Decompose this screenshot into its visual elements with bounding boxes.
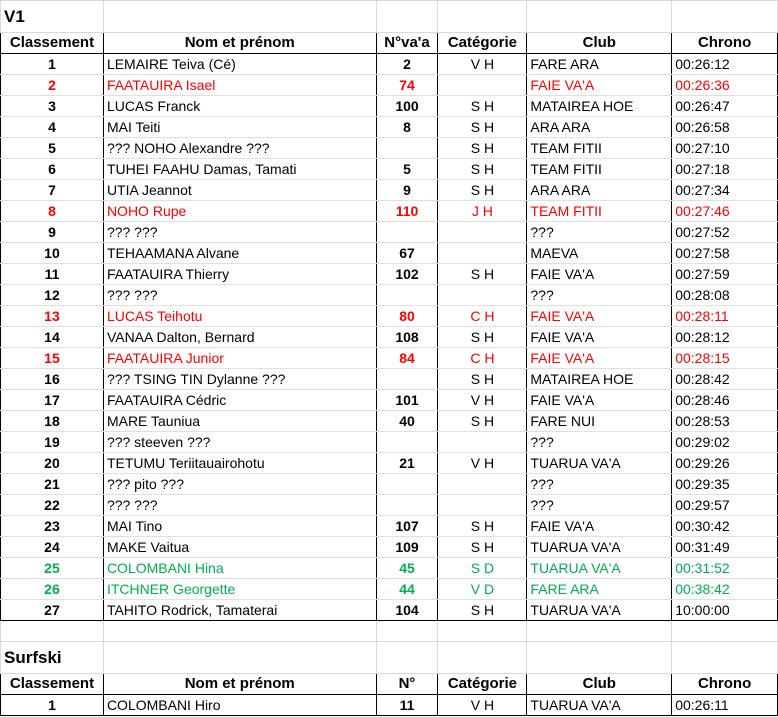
chrono-cell[interactable]: 00:31:49: [672, 537, 778, 558]
rank-cell[interactable]: 15: [1, 348, 104, 369]
chrono-cell[interactable]: 00:28:42: [672, 369, 778, 390]
col-chrono-header[interactable]: Chrono: [672, 674, 778, 695]
name-cell[interactable]: FAATAUIRA Isael: [103, 75, 376, 96]
table-row: [1, 285, 778, 306]
name-cell[interactable]: TETUMU Teriitauairohotu: [103, 453, 376, 474]
number-cell[interactable]: 108: [376, 327, 438, 348]
rank-cell[interactable]: 16: [1, 369, 104, 390]
category-cell[interactable]: S D: [438, 558, 527, 579]
club-cell[interactable]: FAIE VA'A: [527, 75, 672, 96]
name-cell[interactable]: NOHO Rupe: [103, 201, 376, 222]
category-cell[interactable]: S H: [438, 117, 527, 138]
club-cell[interactable]: FARE ARA: [527, 579, 672, 600]
col-nom-header[interactable]: Nom et prénom: [103, 33, 376, 54]
name-cell[interactable]: FAATAUIRA Junior: [103, 348, 376, 369]
table-row: [1, 96, 778, 117]
chrono-cell[interactable]: 00:26:12: [672, 54, 778, 75]
category-cell[interactable]: V H: [438, 54, 527, 75]
number-cell[interactable]: [376, 495, 438, 516]
empty-cell[interactable]: [438, 1, 527, 33]
rank-cell[interactable]: 18: [1, 411, 104, 432]
name-cell[interactable]: FAATAUIRA Cédric: [103, 390, 376, 411]
name-cell[interactable]: UTIA Jeannot: [103, 180, 376, 201]
section-title[interactable]: V1: [1, 1, 104, 33]
chrono-cell[interactable]: 00:29:02: [672, 432, 778, 453]
category-cell[interactable]: V D: [438, 579, 527, 600]
name-cell[interactable]: MAI Tino: [103, 516, 376, 537]
section-title-row: [1, 1, 778, 33]
club-cell[interactable]: MATAIREA HOE: [527, 96, 672, 117]
empty-cell[interactable]: [1, 621, 104, 642]
category-cell[interactable]: [438, 222, 527, 243]
name-cell[interactable]: TEHAAMANA Alvane: [103, 243, 376, 264]
number-cell[interactable]: 44: [376, 579, 438, 600]
empty-cell[interactable]: [376, 642, 438, 674]
table-row: [1, 600, 778, 621]
table-row: [1, 474, 778, 495]
category-cell[interactable]: S H: [438, 537, 527, 558]
name-cell[interactable]: LEMAIRE Teiva (Cé): [103, 54, 376, 75]
empty-cell[interactable]: [527, 642, 672, 674]
number-cell[interactable]: 100: [376, 96, 438, 117]
table-row: [1, 411, 778, 432]
chrono-cell[interactable]: 00:38:42: [672, 579, 778, 600]
category-cell[interactable]: S H: [438, 369, 527, 390]
name-cell[interactable]: VANAA Dalton, Bernard: [103, 327, 376, 348]
section-title[interactable]: Surfski: [1, 642, 104, 674]
club-cell[interactable]: TEAM FITII: [527, 138, 672, 159]
category-cell[interactable]: S H: [438, 180, 527, 201]
blank-row: [1, 621, 778, 642]
chrono-cell[interactable]: 00:27:10: [672, 138, 778, 159]
name-cell[interactable]: ??? NOHO Alexandre ???: [103, 138, 376, 159]
name-cell[interactable]: ??? steeven ???: [103, 432, 376, 453]
rank-cell[interactable]: 22: [1, 495, 104, 516]
number-cell[interactable]: [376, 474, 438, 495]
club-cell[interactable]: FAIE VA'A: [527, 327, 672, 348]
col-nom-header[interactable]: Nom et prénom: [103, 674, 376, 695]
category-cell[interactable]: S H: [438, 159, 527, 180]
table-row: [1, 558, 778, 579]
category-cell[interactable]: V H: [438, 390, 527, 411]
number-cell[interactable]: 84: [376, 348, 438, 369]
name-cell[interactable]: MAI Teiti: [103, 117, 376, 138]
category-cell[interactable]: J H: [438, 201, 527, 222]
club-cell[interactable]: TUARUA VA'A: [527, 600, 672, 621]
club-cell[interactable]: TUARUA VA'A: [527, 453, 672, 474]
table-row: [1, 327, 778, 348]
col-classement-header[interactable]: Classement: [1, 674, 104, 695]
number-cell[interactable]: 110: [376, 201, 438, 222]
table-row: [1, 243, 778, 264]
club-cell[interactable]: MAEVA: [527, 243, 672, 264]
empty-cell[interactable]: [438, 621, 527, 642]
category-cell[interactable]: [438, 75, 527, 96]
rank-cell[interactable]: 2: [1, 75, 104, 96]
rank-cell[interactable]: 8: [1, 201, 104, 222]
number-cell[interactable]: 107: [376, 516, 438, 537]
name-cell[interactable]: MARE Tauniua: [103, 411, 376, 432]
rank-cell[interactable]: 19: [1, 432, 104, 453]
empty-cell[interactable]: [672, 621, 778, 642]
col-numero-header[interactable]: N°: [376, 674, 438, 695]
section-title-row: [1, 642, 778, 674]
name-cell[interactable]: LUCAS Teihotu: [103, 306, 376, 327]
col-categorie-header[interactable]: Catégorie: [438, 33, 527, 54]
chrono-cell[interactable]: 00:27:46: [672, 201, 778, 222]
category-cell[interactable]: [438, 432, 527, 453]
category-cell[interactable]: S H: [438, 600, 527, 621]
rank-cell[interactable]: 1: [1, 54, 104, 75]
col-classement-header[interactable]: Classement: [1, 33, 104, 54]
club-cell[interactable]: ARA ARA: [527, 117, 672, 138]
club-cell[interactable]: FAIE VA'A: [527, 348, 672, 369]
empty-cell[interactable]: [672, 642, 778, 674]
chrono-cell[interactable]: 10:00:00: [672, 600, 778, 621]
club-cell[interactable]: ???: [527, 495, 672, 516]
table-row: [1, 537, 778, 558]
chrono-cell[interactable]: 00:27:59: [672, 264, 778, 285]
number-cell[interactable]: 74: [376, 75, 438, 96]
number-cell[interactable]: 102: [376, 264, 438, 285]
chrono-cell[interactable]: 00:29:26: [672, 453, 778, 474]
rank-cell[interactable]: 11: [1, 264, 104, 285]
chrono-cell[interactable]: 00:26:11: [672, 695, 778, 716]
chrono-cell[interactable]: 00:27:58: [672, 243, 778, 264]
table-row: [1, 369, 778, 390]
name-cell[interactable]: LUCAS Franck: [103, 96, 376, 117]
empty-cell[interactable]: [103, 642, 376, 674]
table-row: [1, 495, 778, 516]
table-row: [1, 348, 778, 369]
table-row: [1, 201, 778, 222]
name-cell[interactable]: MAKE Vaitua: [103, 537, 376, 558]
rank-cell[interactable]: 9: [1, 222, 104, 243]
table-row: [1, 138, 778, 159]
empty-cell[interactable]: [672, 1, 778, 33]
number-cell[interactable]: 8: [376, 117, 438, 138]
table-row: [1, 117, 778, 138]
number-cell[interactable]: 80: [376, 306, 438, 327]
rank-cell[interactable]: 17: [1, 390, 104, 411]
club-cell[interactable]: FAIE VA'A: [527, 264, 672, 285]
table-row: [1, 159, 778, 180]
table-row: [1, 75, 778, 96]
name-cell[interactable]: ??? ???: [103, 285, 376, 306]
chrono-cell[interactable]: 00:29:35: [672, 474, 778, 495]
category-cell[interactable]: C H: [438, 348, 527, 369]
club-cell[interactable]: ARA ARA: [527, 180, 672, 201]
rank-cell[interactable]: 3: [1, 96, 104, 117]
chrono-cell[interactable]: 00:27:34: [672, 180, 778, 201]
chrono-cell[interactable]: 00:29:57: [672, 495, 778, 516]
club-cell[interactable]: MATAIREA HOE: [527, 369, 672, 390]
table-row: [1, 54, 778, 75]
club-cell[interactable]: TUARUA VA'A: [527, 695, 672, 716]
category-cell[interactable]: S H: [438, 264, 527, 285]
club-cell[interactable]: ???: [527, 432, 672, 453]
chrono-cell[interactable]: 00:27:18: [672, 159, 778, 180]
category-cell[interactable]: [438, 285, 527, 306]
number-cell[interactable]: [376, 138, 438, 159]
chrono-cell[interactable]: 00:28:11: [672, 306, 778, 327]
table-row: [1, 306, 778, 327]
number-cell[interactable]: [376, 222, 438, 243]
number-cell[interactable]: 2: [376, 54, 438, 75]
name-cell[interactable]: TUHEI FAAHU Damas, Tamati: [103, 159, 376, 180]
number-cell[interactable]: [376, 369, 438, 390]
table-row: [1, 453, 778, 474]
club-cell[interactable]: ???: [527, 474, 672, 495]
rank-cell[interactable]: 27: [1, 600, 104, 621]
rank-cell[interactable]: 13: [1, 306, 104, 327]
empty-cell[interactable]: [376, 1, 438, 33]
category-cell[interactable]: [438, 243, 527, 264]
header-row: [1, 674, 778, 695]
table-row: [1, 516, 778, 537]
table-row: [1, 695, 778, 716]
category-cell[interactable]: S H: [438, 516, 527, 537]
col-club-header[interactable]: Club: [527, 33, 672, 54]
rank-cell[interactable]: 21: [1, 474, 104, 495]
chrono-cell[interactable]: 00:28:08: [672, 285, 778, 306]
table-row: [1, 579, 778, 600]
empty-cell[interactable]: [376, 621, 438, 642]
rank-cell[interactable]: 26: [1, 579, 104, 600]
rank-cell[interactable]: 1: [1, 695, 104, 716]
col-chrono-header[interactable]: Chrono: [672, 33, 778, 54]
chrono-cell[interactable]: 00:31:52: [672, 558, 778, 579]
empty-cell[interactable]: [103, 1, 376, 33]
rank-cell[interactable]: 25: [1, 558, 104, 579]
empty-cell[interactable]: [527, 621, 672, 642]
chrono-cell[interactable]: 00:28:53: [672, 411, 778, 432]
name-cell[interactable]: TAHITO Rodrick, Tamaterai: [103, 600, 376, 621]
col-numero-header[interactable]: N°va'a: [376, 33, 438, 54]
club-cell[interactable]: TUARUA VA'A: [527, 537, 672, 558]
club-cell[interactable]: FAIE VA'A: [527, 516, 672, 537]
number-cell[interactable]: 5: [376, 159, 438, 180]
club-cell[interactable]: TEAM FITII: [527, 159, 672, 180]
category-cell[interactable]: [438, 495, 527, 516]
number-cell[interactable]: [376, 285, 438, 306]
empty-cell[interactable]: [103, 621, 376, 642]
chrono-cell[interactable]: 00:26:47: [672, 96, 778, 117]
number-cell[interactable]: [376, 432, 438, 453]
chrono-cell[interactable]: 00:28:12: [672, 327, 778, 348]
rank-cell[interactable]: 6: [1, 159, 104, 180]
chrono-cell[interactable]: 00:28:15: [672, 348, 778, 369]
club-cell[interactable]: TUARUA VA'A: [527, 558, 672, 579]
table-row: [1, 390, 778, 411]
rank-cell[interactable]: 14: [1, 327, 104, 348]
club-cell[interactable]: ???: [527, 285, 672, 306]
club-cell[interactable]: ???: [527, 222, 672, 243]
chrono-cell[interactable]: 00:30:42: [672, 516, 778, 537]
header-row: [1, 33, 778, 54]
number-cell[interactable]: 11: [376, 695, 438, 716]
category-cell[interactable]: [438, 474, 527, 495]
number-cell[interactable]: 101: [376, 390, 438, 411]
empty-cell[interactable]: [527, 1, 672, 33]
name-cell[interactable]: COLOMBANI Hiro: [103, 695, 376, 716]
category-cell[interactable]: C H: [438, 306, 527, 327]
rank-cell[interactable]: 4: [1, 117, 104, 138]
chrono-cell[interactable]: 00:27:52: [672, 222, 778, 243]
category-cell[interactable]: S H: [438, 411, 527, 432]
club-cell[interactable]: FAIE VA'A: [527, 390, 672, 411]
number-cell[interactable]: 67: [376, 243, 438, 264]
category-cell[interactable]: S H: [438, 327, 527, 348]
rank-cell[interactable]: 12: [1, 285, 104, 306]
number-cell[interactable]: 109: [376, 537, 438, 558]
number-cell[interactable]: 40: [376, 411, 438, 432]
name-cell[interactable]: ??? pito ???: [103, 474, 376, 495]
club-cell[interactable]: TEAM FITII: [527, 201, 672, 222]
number-cell[interactable]: 21: [376, 453, 438, 474]
chrono-cell[interactable]: 00:28:46: [672, 390, 778, 411]
name-cell[interactable]: COLOMBANI Hina: [103, 558, 376, 579]
number-cell[interactable]: 9: [376, 180, 438, 201]
name-cell[interactable]: ITCHNER Georgette: [103, 579, 376, 600]
name-cell[interactable]: ??? ???: [103, 495, 376, 516]
name-cell[interactable]: ??? ???: [103, 222, 376, 243]
club-cell[interactable]: FARE NUI: [527, 411, 672, 432]
rank-cell[interactable]: 10: [1, 243, 104, 264]
category-cell[interactable]: V H: [438, 453, 527, 474]
club-cell[interactable]: FAIE VA'A: [527, 306, 672, 327]
col-categorie-header[interactable]: Catégorie: [438, 674, 527, 695]
rank-cell[interactable]: 23: [1, 516, 104, 537]
rank-cell[interactable]: 7: [1, 180, 104, 201]
rank-cell[interactable]: 20: [1, 453, 104, 474]
number-cell[interactable]: 104: [376, 600, 438, 621]
table-row: [1, 264, 778, 285]
col-club-header[interactable]: Club: [527, 674, 672, 695]
chrono-cell[interactable]: 00:26:36: [672, 75, 778, 96]
table-row: [1, 222, 778, 243]
name-cell[interactable]: FAATAUIRA Thierry: [103, 264, 376, 285]
table-row: [1, 432, 778, 453]
rank-cell[interactable]: 5: [1, 138, 104, 159]
empty-cell[interactable]: [438, 642, 527, 674]
chrono-cell[interactable]: 00:26:58: [672, 117, 778, 138]
rank-cell[interactable]: 24: [1, 537, 104, 558]
category-cell[interactable]: V H: [438, 695, 527, 716]
name-cell[interactable]: ??? TSING TIN Dylanne ???: [103, 369, 376, 390]
table-row: [1, 180, 778, 201]
number-cell[interactable]: 45: [376, 558, 438, 579]
category-cell[interactable]: S H: [438, 138, 527, 159]
club-cell[interactable]: FARE ARA: [527, 54, 672, 75]
category-cell[interactable]: S H: [438, 96, 527, 117]
